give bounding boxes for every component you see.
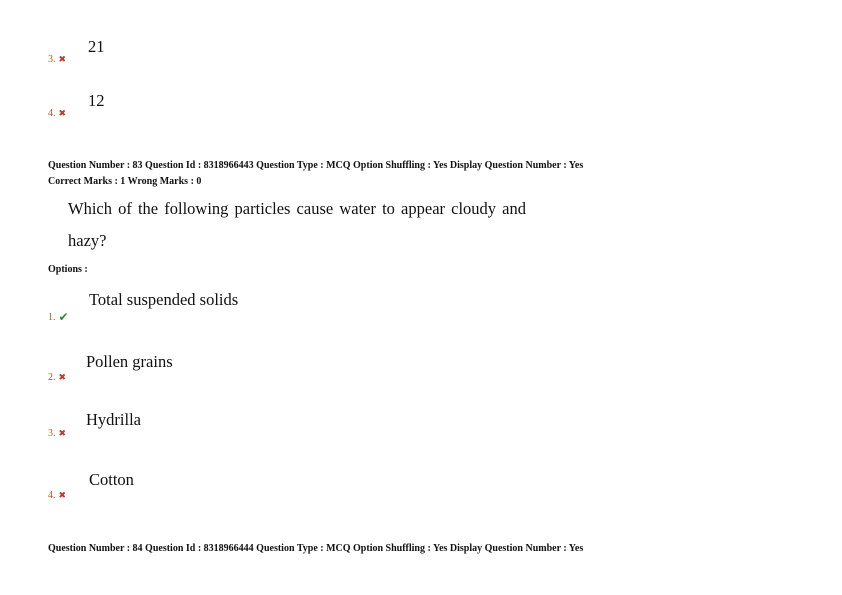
check-mark-icon: ✔ — [58, 310, 69, 324]
option-number-label: 3. — [48, 428, 56, 439]
question-83-marks: Correct Marks : 1 Wrong Marks : 0 — [48, 176, 202, 187]
option-3-text: Hydrilla — [86, 410, 141, 429]
option-number-label: 3. — [48, 54, 56, 65]
option-3-number — [48, 428, 66, 439]
option-4-number — [48, 490, 66, 501]
question-84-meta: Question Number : 84 Question Id : 8318966444 Question Type : MCQ Option Shuffling : Yes Display Question Number : Yes — [48, 543, 584, 554]
question-83-text-line-2: hazy? — [68, 231, 107, 250]
prev-option-4-text: 12 — [88, 91, 105, 110]
cross-mark-icon: ✖ — [58, 428, 67, 439]
option-number-label: 2. — [48, 372, 56, 383]
cross-mark-icon: ✖ — [58, 108, 67, 119]
option-number-label: 1. — [48, 311, 56, 323]
prev-option-4-number — [48, 108, 66, 119]
prev-option-3-text: 21 — [88, 37, 105, 56]
cross-mark-icon: ✖ — [58, 54, 67, 65]
question-83-meta: Question Number : 83 Question Id : 8318966443 Question Type : MCQ Option Shuffling : Yes Display Question Number : Yes — [48, 160, 584, 171]
prev-option-3-number — [48, 54, 66, 65]
option-2-text: Pollen grains — [86, 352, 173, 371]
option-1-number — [48, 310, 69, 324]
option-2-number — [48, 372, 66, 383]
option-1-text: Total suspended solids — [89, 290, 239, 309]
option-4-text: Cotton — [89, 470, 134, 489]
option-number-label: 4. — [48, 490, 56, 501]
cross-mark-icon: ✖ — [58, 372, 67, 383]
question-83-text-line-1: Which of the following particles cause water to appear cloudy and — [68, 199, 526, 218]
option-number-label: 4. — [48, 108, 56, 119]
options-label: Options : — [48, 264, 88, 275]
cross-mark-icon: ✖ — [58, 490, 67, 501]
